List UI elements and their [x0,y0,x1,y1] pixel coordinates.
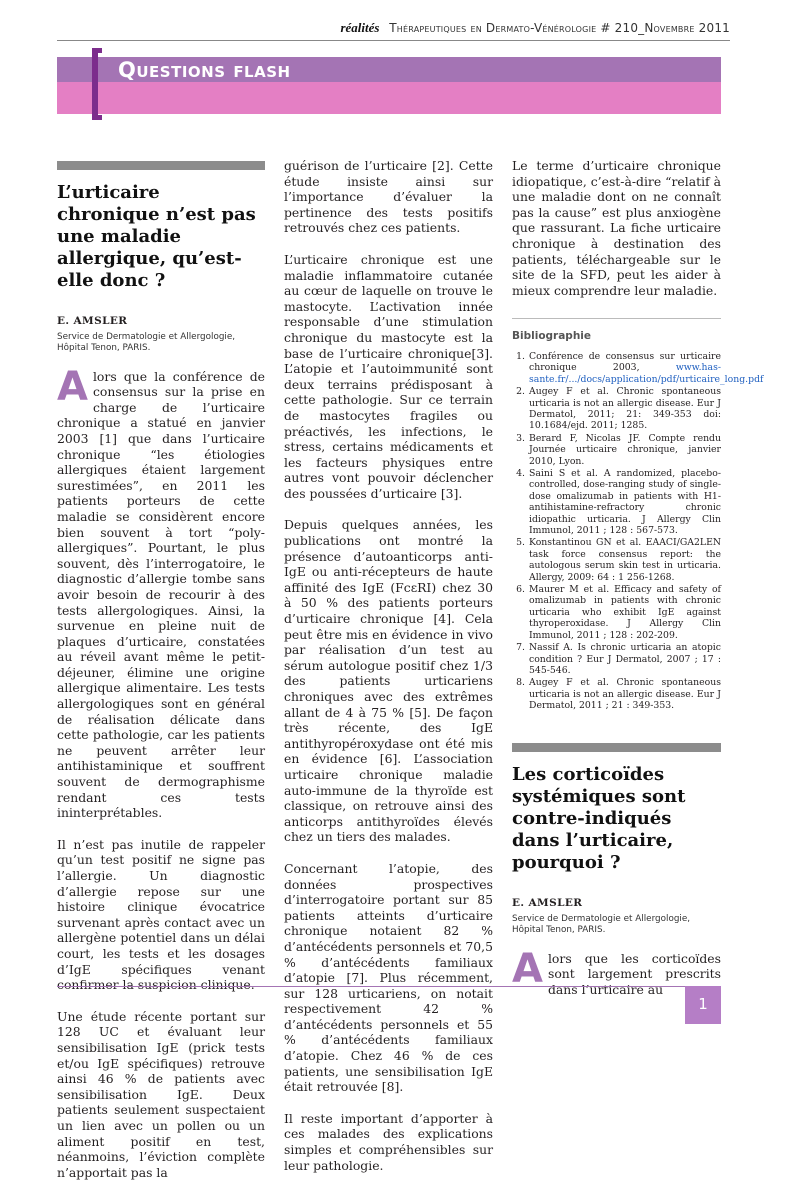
bibliography-divider [512,318,721,319]
paragraph: guérison de l’urticaire [2]. Cette étude insiste ainsi sur l’importance d’évaluer la pertinence des tests positifs retrouvés chez ces patients. [284,158,493,236]
page-number: 1 [685,986,721,1024]
footer-divider [57,986,685,987]
bibliography-text: Maurer M et al. Efficacy and safety of omalizumab in patients with chronic urticaria who exhibit IgE against thyroperoxidase. J Allergy Clin Immunol, 2011 ; 128 : 202-209. [529,584,721,641]
paragraph: L’urticaire chronique est une maladie inflammatoire cutanée au cœur de laquelle on trouve le mastocyte. L’activation innée responsable d’une stimulation chronique du mastocyte est la base de l’urticaire chronique[3]. L’atopie et l’autoimmunité sont deux terrains prédisposant à cette pathologie. Sur ce terrain de mastocytes fragiles ou préactivés, les infections, le stress, certains médicaments et les facteurs physiques entre autres vont pouvoir déclencher des poussées d’urticaire [3]. [284,251,493,501]
article-divider-bar [57,161,265,170]
bibliography-number: 3. [516,432,525,444]
paragraph: Concernant l’atopie, des données prospectives d’interrogatoire portant sur 85 patients atteints d’urticaire chronique notaient 82 % d’antécédents personnels et 70,5 % d’antécédents familiaux d’atopie [7]. Plus récemment, sur 128 urticariens, on notait respectivement 42 % d’antécédents personnels et 55 % d’antécédents familiaux d’atopie. Chez 46 % de ces patients, une sensibilisation IgE était retrouvée [8]. [284,860,493,1095]
bibliography-text: Conférence de consensus sur urticaire chronique 2003, [529,350,721,374]
bibliography-number: 5. [516,537,525,549]
running-header [340,20,730,36]
paragraph: Le terme d’urticaire chronique idiopatique, c’est-à-dire “relatif à une maladie dont on ne connaît pas la cause” est plus anxiogène que rassurant. La fiche urticaire chronique à destination des patients, téléchargeable sur le site de la SFD, peut les aider à mieux comprendre leur maladie. [512,158,721,298]
bibliography-text: Saini S et al. A randomized, placebo-controlled, dose-ranging study of single-dose omalizumab in patients with H1-antihistamine-refractory chronic idiopathic urticaria. J Allergy Clin Immunol, 2011 ; 128 : 567-573. [529,468,721,537]
bibliography-number: 8. [516,677,525,689]
bibliography-title: Bibliographie [512,330,592,343]
column-2 [284,158,493,1189]
bibliography-list [512,350,764,712]
column-3 [512,158,764,997]
paragraph: Il n’est pas inutile de rappeler qu’un test positif ne signe pas l’allergie. Un diagnostic d’allergie repose sur une histoire clinique évocatrice survenant après contact avec un allergène potentiel dans un délai court, les tests et les dosages d’IgE spécifiques venant confirmer la suspicion clinique. [57,836,265,993]
author-name: E. AMSLER [57,315,128,327]
author-affiliation: Service de Dermatologie et Allergologie, Hôpital Tenon, PARIS. [512,913,691,935]
bibliography-item [512,350,764,385]
bibliography-number: 2. [516,386,525,398]
author-affiliation: Service de Dermatologie et Allergologie, Hôpital Tenon, PARIS. [57,331,236,353]
bibliography-item [512,433,721,467]
bibliography-item [512,642,721,676]
bibliography-text: Konstantinou GN et al. EAACI/GA2LEN task force consensus report: the autologous serum skin test in urticaria. Allergy, 2009: 64 : 1 256-1268. [529,537,721,583]
bibliography-text: Augey F et al. Chronic spontaneous urticaria is not an allergic disease. Eur J Dermatol, 2011 ; 21 : 349-353. [529,677,721,712]
section-banner-bottom [57,82,721,114]
brand-name: réalités [340,20,380,35]
article-title: L’urticaire chronique n’est pas une maladie allergique, qu’est-elle donc ? [57,182,256,291]
column-1 [57,161,265,1196]
bibliography-number: 4. [516,468,525,479]
bibliography-number: 1. [516,350,525,362]
header-divider [57,40,730,41]
article-2 [512,743,721,1013]
bibliography-number: 6. [516,584,525,596]
paragraph: Alors que la conférence de consensus sur la prise en charge de l’urticaire chronique a statué en janvier 2003 [1] que dans l’urticaire chronique “les étiologies allergiques étaient largement surestimées”, en 2011 les patients porteurs de cette maladie se considèrent encore bien souvent à tort “poly-allergiques”. Pourtant, le plus souvent, dès l’interrogatoire, le diagnostic d’allergie tombe sans avoir besoin de recourir à des tests allergologiques. Ainsi, la survenue en pleine nuit de plaques d’urticaire, constatées au réveil avant même le petit-déjeuner, élimine une origine allergique alimentaire. Les tests allergologiques sont en général de réalisation délicate dans cette pathologie, car les patients ne peuvent arrêter leur antihistaminique et souffrent souvent de dermographisme rendant ces tests ininterprétables. [57,363,265,821]
bibliography-item [512,537,721,583]
article-divider-bar [512,743,721,752]
paragraph: Il reste important d’apporter à ces malades des explications simples et compréhensibles sur leur pathologie. [284,1110,493,1173]
bibliography-item [512,386,721,432]
bibliography-item [512,677,721,711]
section-title: Questions flash [118,58,291,82]
paragraph: Une étude récente portant sur 128 UC et évaluant leur sensibilisation IgE (prick tests et/ou IgE spécifiques) retrouve ainsi 46 % de patients avec sensibilisation IgE. Deux patients seulement suspectaient un lien avec un pollen ou un aliment positif en test, néanmoins, l’éviction complète n’apportait pas la [57,1008,265,1180]
paragraph: Alors que les corticoïdes sont largement prescrits dans l’urticaire au [512,945,721,997]
author-name: E. AMSLER [512,897,583,909]
bibliography-item [512,468,721,536]
bibliography-link[interactable]: www.has-sante.fr/.../docs/application/pdf/urticaire_long.pdf [529,362,764,385]
bibliography-text: Berard F, Nicolas JF. Compte rendu Journée urticaire chronique, janvier 2010, Lyon. [529,432,721,467]
bibliography-text: Nassif A. Is chronic urticaria an atopic condition ? Eur J Dermatol, 2007 ; 17 : 545-546. [529,642,721,676]
drop-cap: A [57,363,88,410]
bracket-ornament [92,48,102,120]
bibliography-text: Augey F et al. Chronic spontaneous urticaria is not an allergic disease. Eur J Dermatol, 2011; 21: 349-353 doi: 10.1684/ejd. 2011; 1285. [529,386,721,432]
bibliography-item [512,584,721,641]
bibliography-number: 7. [516,642,525,654]
article-title: Les corticoïdes systémiques sont contre-indiqués dans l’urticaire, pourquoi ? [512,764,686,873]
drop-cap: A [512,945,543,992]
journal-title: Thérapeutiques en Dermato-Vénérologie # 210_Novembre 2011 [389,21,730,35]
paragraph: Depuis quelques années, les publications ont montré la présence d’autoanticorps anti-IgE ou anti-récepteurs de haute affinité des IgE (FcεRI) chez 30 à 50 % des patients porteurs d’urticaire chronique [4]. Cela peut être mis en évidence in vivo par réalisation d’un test au sérum autologue positif chez 1/3 des patients urticariens chroniques avec des extrêmes allant de 4 à 75 % [5]. De façon très récente, des IgE antithyropéroxydase ont été mis en évidence [6]. L’association urticaire chronique maladie auto-immune de la thyroïde est classique, on retrouve ainsi des anticorps antithyroïdes élevés chez un tiers des malades. [284,517,493,845]
